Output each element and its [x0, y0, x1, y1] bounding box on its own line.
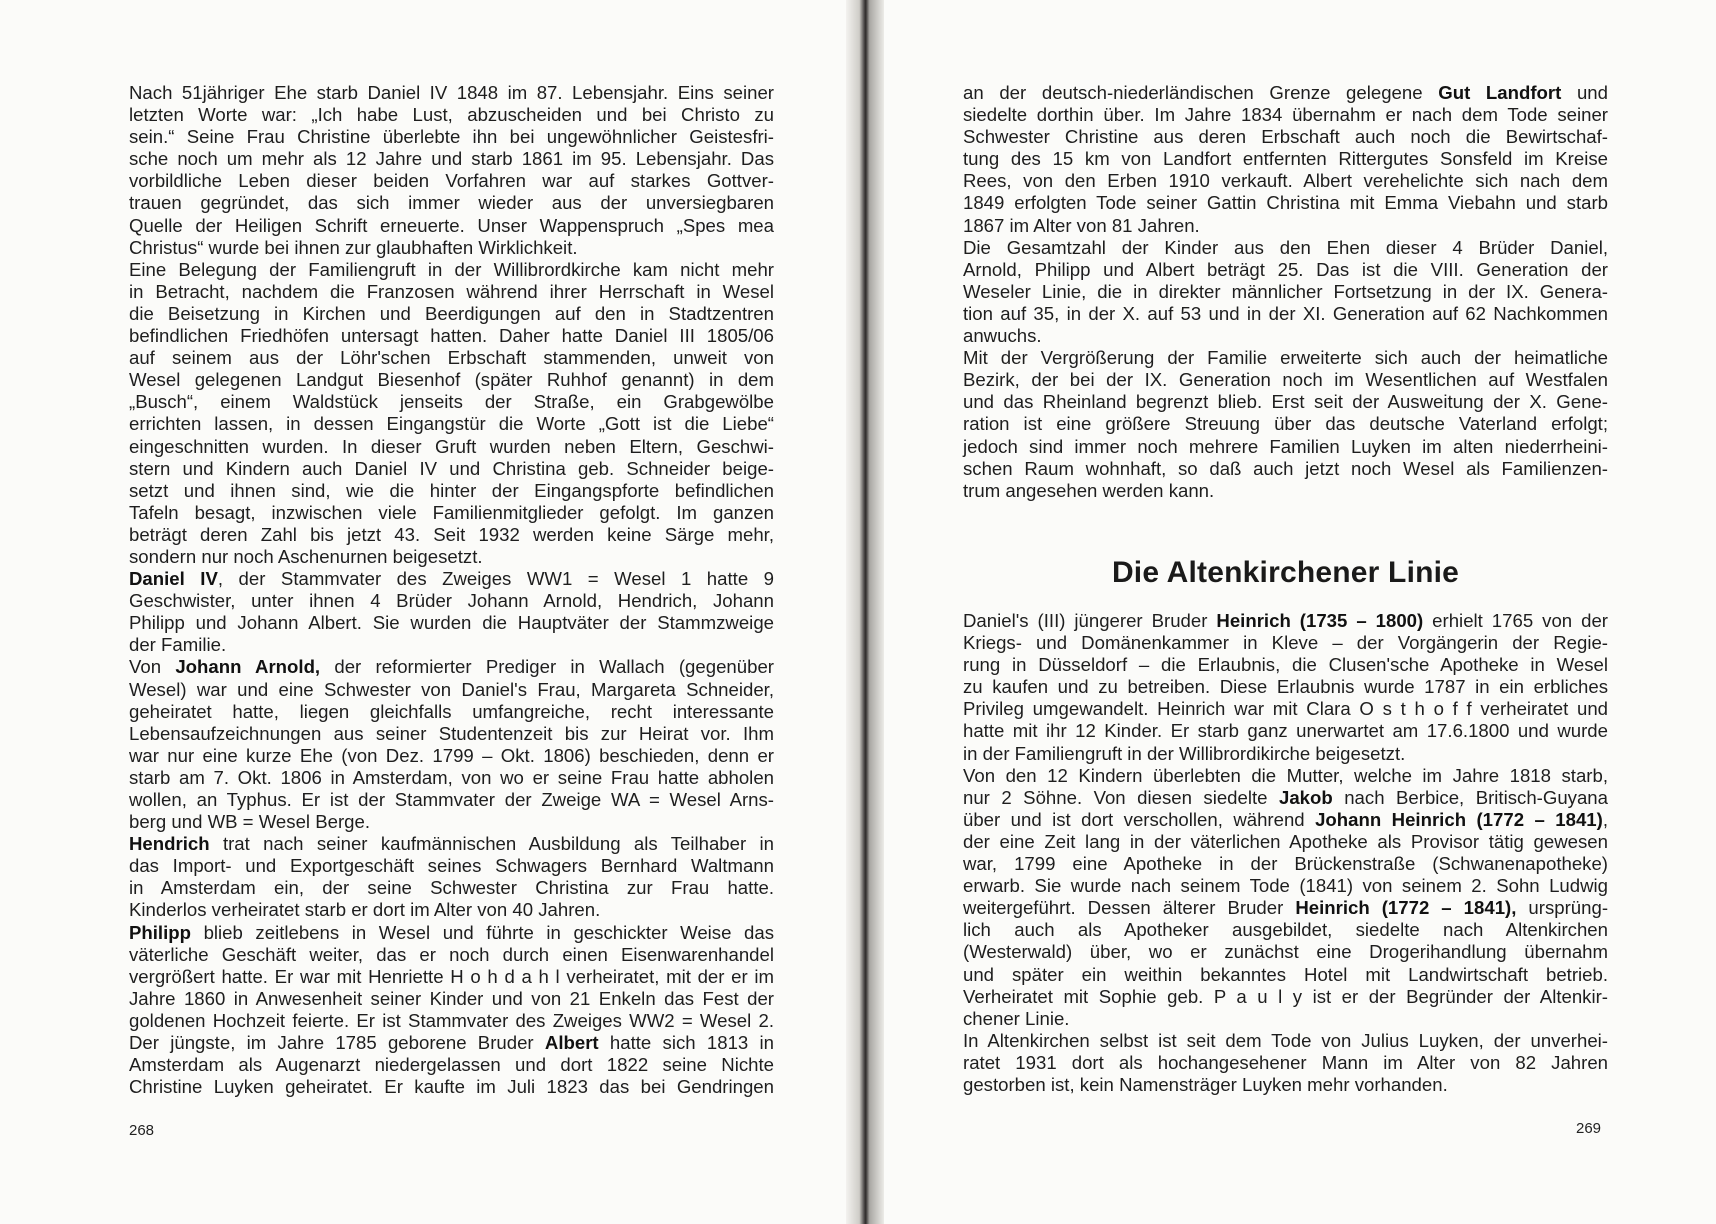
line-text: Jahre 1860 in Anwesenheit seiner Kinder und von 21 Enkeln das Fest der — [129, 987, 774, 1009]
line-text: Mit der Vergrößerung der Familie erweiterte sich auch der heimatliche — [963, 347, 1608, 369]
text-line — [129, 502, 774, 524]
text-line — [129, 922, 774, 944]
text-line — [963, 743, 1608, 765]
text-line — [963, 82, 1608, 104]
line-text: rung in Düsseldorf – die Erlaubnis, die Clusen'sche Apotheke in Wesel — [963, 654, 1608, 676]
line-text-prefix: nur 2 Söhne. Von diesen siedelte — [963, 786, 1279, 808]
line-text-prefix: an der deutsch-niederländischen Grenze gelegene — [963, 82, 1439, 103]
line-text: ratet 1931 dort als hochangesehener Mann im Alter von 82 Jahren — [963, 1051, 1608, 1073]
line-text: In Altenkirchen selbst ist seit dem Tode von Julius Luyken, der unverhei- — [963, 1029, 1608, 1051]
text-line — [963, 875, 1608, 897]
book-gutter — [846, 0, 884, 1224]
line-text: hatte sich 1813 in — [598, 1032, 774, 1054]
line-text: jedoch sind immer noch mehrere Familien Luyken im alten niederrheini- — [963, 435, 1608, 457]
line-text: gestorben ist, kein Namensträger Luyken mehr vorhanden. — [963, 1073, 1448, 1095]
line-text: befindlichen Friedhöfen untersagt hatten. Daher hatte Daniel III 1805/06 — [129, 325, 774, 347]
bold-name: Albert — [544, 1032, 599, 1054]
line-text: , der Stammvater des Zweiges WW1 = Wesel 1 hatte 9 — [217, 568, 774, 590]
text-line — [129, 215, 774, 237]
line-text: schen Raum wohnhaft, so daß auch jetzt noch Wesel als Familienzen- — [963, 457, 1608, 479]
text-line — [129, 104, 774, 126]
text-line — [129, 148, 774, 170]
text-line — [129, 789, 774, 811]
text-line — [963, 1074, 1608, 1096]
text-line — [129, 612, 774, 634]
line-text: geheiratet hatte, liegen gleichfalls umfangreiche, recht interessante — [129, 700, 774, 722]
text-line — [963, 964, 1608, 986]
text-line — [963, 831, 1608, 853]
text-line — [129, 413, 774, 435]
text-line — [129, 679, 774, 701]
text-line — [963, 259, 1608, 281]
text-line — [963, 632, 1608, 654]
text-line — [963, 391, 1608, 413]
line-text: „Busch“, einem Waldstück jenseits der Straße, ein Grabgewölbe — [129, 391, 774, 413]
text-line — [963, 610, 1608, 632]
line-text: Kinderlos verheiratet starb er dort im Alter von 40 Jahren. — [129, 899, 601, 921]
bold-name: Jakob — [1278, 786, 1333, 808]
line-text: der eine Zeit lang in der väterlichen Apotheke als Provisor tätig gewesen — [963, 830, 1608, 852]
line-text: 1849 erfolgten Tode seiner Gattin Christina mit Emma Viebahn und starb — [963, 192, 1608, 214]
text-line — [963, 480, 1608, 502]
text-line — [963, 281, 1608, 303]
line-text: tion auf 35, in der X. auf 53 und in der XI. Generation auf 62 Nachkommen — [963, 302, 1608, 324]
text-line — [129, 811, 774, 833]
line-text: in der Familiengruft in der Willibrordikirche beigesetzt. — [963, 742, 1406, 764]
line-text: Christine Luyken geheiratet. Er kaufte im Juli 1823 das bei Gendringen — [129, 1076, 774, 1098]
line-text: blieb zeitlebens in Wesel und führte in geschickter Weise das — [190, 921, 774, 943]
bold-name: Daniel IV — [129, 568, 218, 590]
text-line — [963, 170, 1608, 192]
text-line — [129, 259, 774, 281]
text-line — [963, 325, 1608, 347]
line-text: berg und WB = Wesel Berge. — [129, 811, 370, 833]
text-line — [963, 369, 1608, 391]
text-line — [963, 1030, 1608, 1052]
line-text: , — [1602, 808, 1609, 830]
line-text: Arnold, Philipp und Albert beträgt 25. Das ist die VIII. Generation der — [963, 258, 1608, 280]
line-text: Privileg umgewandelt. Heinrich war mit Clara O s t h o f f verheiratet und — [963, 698, 1608, 720]
line-text: Christus“ wurde bei ihnen zur glaubhaften Wirklichkeit. — [129, 236, 578, 258]
page-number-right: 269 — [1576, 1120, 1602, 1137]
text-line — [129, 192, 774, 214]
line-text: trauen gegründet, das sich immer wieder aus der unversiegbaren — [129, 192, 774, 214]
text-line — [129, 568, 774, 590]
line-text: ration ist eine größere Streuung über das deutsche Vaterland erfolgt; — [963, 413, 1608, 435]
text-line — [963, 765, 1608, 787]
line-text: Von den 12 Kindern überlebten die Mutter, welche im Jahre 1818 starb, — [963, 764, 1608, 786]
text-line — [129, 369, 774, 391]
line-text: Wesel) war und eine Schwester von Daniel's Frau, Margareta Schneider, — [129, 678, 774, 700]
line-text: chener Linie. — [963, 1007, 1070, 1029]
line-text: (Westerwald) über, wo er zunächst eine Drogerihandlung übernahm — [963, 941, 1608, 963]
text-line — [129, 524, 774, 546]
text-line — [129, 767, 774, 789]
line-text: trat nach seiner kaufmännischen Ausbildung als Teilhaber in — [209, 833, 774, 855]
line-text-prefix: über und ist dort verschollen, während — [963, 808, 1316, 830]
text-line — [129, 1054, 774, 1076]
text-line — [963, 458, 1608, 480]
text-line — [129, 701, 774, 723]
text-line — [963, 853, 1608, 875]
line-text: stern und Kindern auch Daniel IV und Christina geb. Schneider beige- — [129, 457, 774, 479]
line-text: in Amsterdam ein, der seine Schwester Christina zur Frau hatte. — [129, 877, 774, 899]
bold-name: Philipp — [129, 921, 191, 943]
text-line — [963, 148, 1608, 170]
text-line — [963, 676, 1608, 698]
line-text: Wesel gelegenen Landgut Biesenhof (später Ruhhof genannt) in dem — [129, 369, 774, 391]
line-text: und — [1561, 82, 1608, 103]
line-text: war, 1799 eine Apotheke in der Brückenstraße (Schwanenapotheke) — [963, 853, 1608, 875]
text-line — [963, 303, 1608, 325]
text-line — [129, 634, 774, 656]
line-text: Rees, von den Erben 1910 verkauft. Albert verehelichte sich nach dem — [963, 170, 1608, 192]
line-text-prefix: Der jüngste, im Jahre 1785 geborene Bruder — [129, 1032, 545, 1054]
right-page-body-top — [963, 82, 1608, 502]
line-text: Lebensaufzeichnungen aus seiner Studentenzeit bis zur Heirat vor. Ihm — [129, 722, 774, 744]
line-text: Kriegs- und Domänenkammer in Kleve – der Vorgängerin der Regie- — [963, 632, 1608, 654]
line-text: Schwester Christine aus deren Erbschaft auch noch die Bewirtschaf- — [963, 126, 1608, 148]
text-line — [129, 1032, 774, 1054]
text-line — [963, 809, 1608, 831]
text-line — [129, 546, 774, 568]
line-text: Quelle der Heiligen Schrift erneuerte. Unser Wappenspruch „Spes mea — [129, 214, 774, 236]
text-line — [129, 833, 774, 855]
line-text: Verheiratet mit Sophie geb. P a u l y ist er der Begründer der Altenkir- — [963, 985, 1608, 1007]
text-line — [963, 698, 1608, 720]
text-line — [963, 941, 1608, 963]
text-line — [963, 787, 1608, 809]
line-text: sondern nur noch Aschenurnen beigesetzt. — [129, 545, 483, 567]
line-text: vorbildliche Leben dieser beiden Vorfahren war auf starkes Gottver- — [129, 170, 774, 192]
text-line — [963, 919, 1608, 941]
left-page-body — [129, 82, 774, 1098]
text-line — [129, 391, 774, 413]
page-number-left: 268 — [129, 1122, 155, 1139]
text-line — [963, 192, 1608, 214]
text-line — [129, 237, 774, 259]
text-line — [129, 303, 774, 325]
text-line — [129, 458, 774, 480]
text-line — [963, 720, 1608, 742]
line-text: hatte mit ihr 12 Kinder. Er starb ganz unerwartet am 17.6.1800 und wurde — [963, 720, 1608, 742]
line-text-prefix: Von — [129, 656, 176, 678]
text-line — [963, 897, 1608, 919]
line-text: tung des 15 km von Landfort entfernten Rittergutes Sonsfeld im Kreise — [963, 148, 1608, 170]
line-text: siedelte dorthin über. Im Jahre 1834 übernahm er nach dem Tode seiner — [963, 104, 1608, 126]
bold-name: Heinrich (1772 – 1841), — [1295, 897, 1517, 919]
text-line — [963, 413, 1608, 435]
line-text: väterliche Geschäft weiter, das er noch durch einen Eisenwarenhandel — [129, 943, 774, 965]
text-line — [129, 126, 774, 148]
text-line — [129, 1010, 774, 1032]
text-line — [129, 988, 774, 1010]
line-text: war nur eine kurze Ehe (von Dez. 1799 – Okt. 1806) beschieden, denn er — [129, 744, 774, 766]
text-line — [129, 855, 774, 877]
bold-name: Johann Arnold, — [175, 656, 321, 678]
line-text: in Betracht, nachdem die Franzosen während ihrer Herrschaft in Wesel — [129, 280, 774, 302]
line-text: und später ein weithin bekanntes Hotel mit Landwirtschaft betrieb. — [963, 963, 1608, 985]
line-text-prefix: weitergeführt. Dessen älterer Bruder — [963, 897, 1296, 919]
line-text: das Import- und Exportgeschäft seines Schwagers Bernhard Waltmann — [129, 855, 774, 877]
line-text: anwuchs. — [963, 325, 1042, 347]
line-text: der reformierter Prediger in Wallach (gegenüber — [320, 656, 774, 678]
line-text: beträgt deren Zahl bis jetzt 43. Seit 1932 werden keine Särge mehr, — [129, 523, 774, 545]
text-line — [963, 104, 1608, 126]
line-text: Philipp und Johann Albert. Sie wurden die Hauptväter der Stammzweige — [129, 612, 774, 634]
text-line — [963, 1008, 1608, 1030]
bold-name: Heinrich (1735 – 1800) — [1216, 610, 1424, 631]
line-text: 1867 im Alter von 81 Jahren. — [963, 214, 1200, 236]
section-heading: Die Altenkirchener Linie — [1111, 556, 1460, 589]
line-text: die Beisetzung in Kirchen und Beerdigungen auf den in Stadtzentren — [129, 302, 774, 324]
line-text: und das Rheinland begrenzt blieb. Erst seit der Ausweitung der X. Gene- — [963, 391, 1608, 413]
text-line — [129, 745, 774, 767]
line-text: zu kaufen und zu betreiben. Diese Erlaubnis wurde 1787 in ein erbliches — [963, 676, 1608, 698]
text-line — [963, 237, 1608, 259]
line-text-prefix: Daniel's (III) jüngerer Bruder — [963, 610, 1217, 631]
bold-name: Hendrich — [129, 833, 210, 855]
line-text: starb am 7. Okt. 1806 in Amsterdam, von wo er seine Frau hatte abholen — [129, 766, 774, 788]
line-text: sein.“ Seine Frau Christine überlebte ihn bei ungewöhnlicher Geistesfri- — [129, 126, 774, 148]
text-line — [129, 82, 774, 104]
line-text: Geschwister, unter ihnen 4 Brüder Johann Arnold, Hendrich, Johann — [129, 590, 774, 612]
text-line — [129, 656, 774, 678]
line-text: nach Berbice, Britisch-Guyana — [1332, 786, 1608, 808]
text-line — [129, 877, 774, 899]
line-text: erhielt 1765 von der — [1423, 610, 1608, 631]
bold-name: Gut Landfort — [1438, 82, 1562, 103]
line-text: erwarb. Sie wurde nach seinem Tode (1841) von seinem 2. Sohn Ludwig — [963, 875, 1608, 897]
text-line — [129, 325, 774, 347]
line-text: setzt und ihnen sind, wie die hinter der Eingangspforte befindlichen — [129, 479, 774, 501]
line-text: Die Gesamtzahl der Kinder aus den Ehen dieser 4 Brüder Daniel, — [963, 236, 1608, 258]
line-text: Eine Belegung der Familiengruft in der Willibrordkirche kam nicht mehr — [129, 258, 774, 280]
text-line — [129, 170, 774, 192]
line-text: vergrößert hatte. Er war mit Henriette H o h d a h l verheiratet, mit der er im — [129, 965, 774, 987]
line-text: lich auch als Apotheker ausgebildet, siedelte nach Altenkirchen — [963, 919, 1608, 941]
text-line — [963, 436, 1608, 458]
text-line — [129, 944, 774, 966]
line-text: auf seinem aus der Löhr'schen Erbschaft stammenden, unweit von — [129, 347, 774, 369]
line-text: sche noch um mehr als 12 Jahre und starb 1861 im 95. Lebensjahr. Das — [129, 148, 774, 170]
line-text: ursprüng- — [1516, 897, 1609, 919]
line-text: Weseler Linie, die in direkter männlicher Fortsetzung in der IX. Genera- — [963, 280, 1608, 302]
line-text: trum angesehen werden kann. — [963, 479, 1215, 501]
line-text: Amsterdam als Augenarzt niedergelassen und dort 1822 seine Nichte — [129, 1054, 774, 1076]
text-line — [129, 966, 774, 988]
text-line — [963, 986, 1608, 1008]
line-text: Bezirk, der bei der IX. Generation noch im Wesentlichen auf Westfalen — [963, 369, 1608, 391]
line-text: wollen, an Typhus. Er ist der Stammvater der Zweige WA = Wesel Arns- — [129, 789, 774, 810]
bold-name: Johann Heinrich (1772 – 1841) — [1315, 808, 1603, 830]
line-text: der Familie. — [129, 634, 227, 656]
text-line — [963, 1052, 1608, 1074]
text-line — [129, 899, 774, 921]
text-line — [129, 723, 774, 745]
text-line — [129, 436, 774, 458]
line-text: errichten lassen, in dessen Eingangstür die Worte „Gott ist die Liebe“ — [129, 413, 774, 435]
text-line — [129, 1076, 774, 1098]
text-line — [963, 347, 1608, 369]
line-text: goldenen Hochzeit feierte. Er ist Stammvater des Zweiges WW2 = Wesel 2. — [129, 1009, 774, 1031]
text-line — [129, 281, 774, 303]
right-page-body-bottom — [963, 610, 1608, 1096]
text-line — [129, 590, 774, 612]
text-line — [963, 654, 1608, 676]
line-text: Tafeln besagt, inzwischen viele Familienmitglieder gefolgt. Im ganzen — [129, 501, 774, 523]
text-line — [129, 347, 774, 369]
text-line — [963, 126, 1608, 148]
line-text: eingeschnitten wurden. In dieser Gruft wurden neben Eltern, Geschwi- — [129, 435, 774, 457]
line-text: Nach 51jähriger Ehe starb Daniel IV 1848 im 87. Lebensjahr. Eins seiner — [129, 82, 774, 103]
text-line — [963, 215, 1608, 237]
text-line — [129, 480, 774, 502]
line-text: letzten Worte war: „Ich habe Lust, abzuscheiden und bei Christo zu — [129, 104, 774, 126]
